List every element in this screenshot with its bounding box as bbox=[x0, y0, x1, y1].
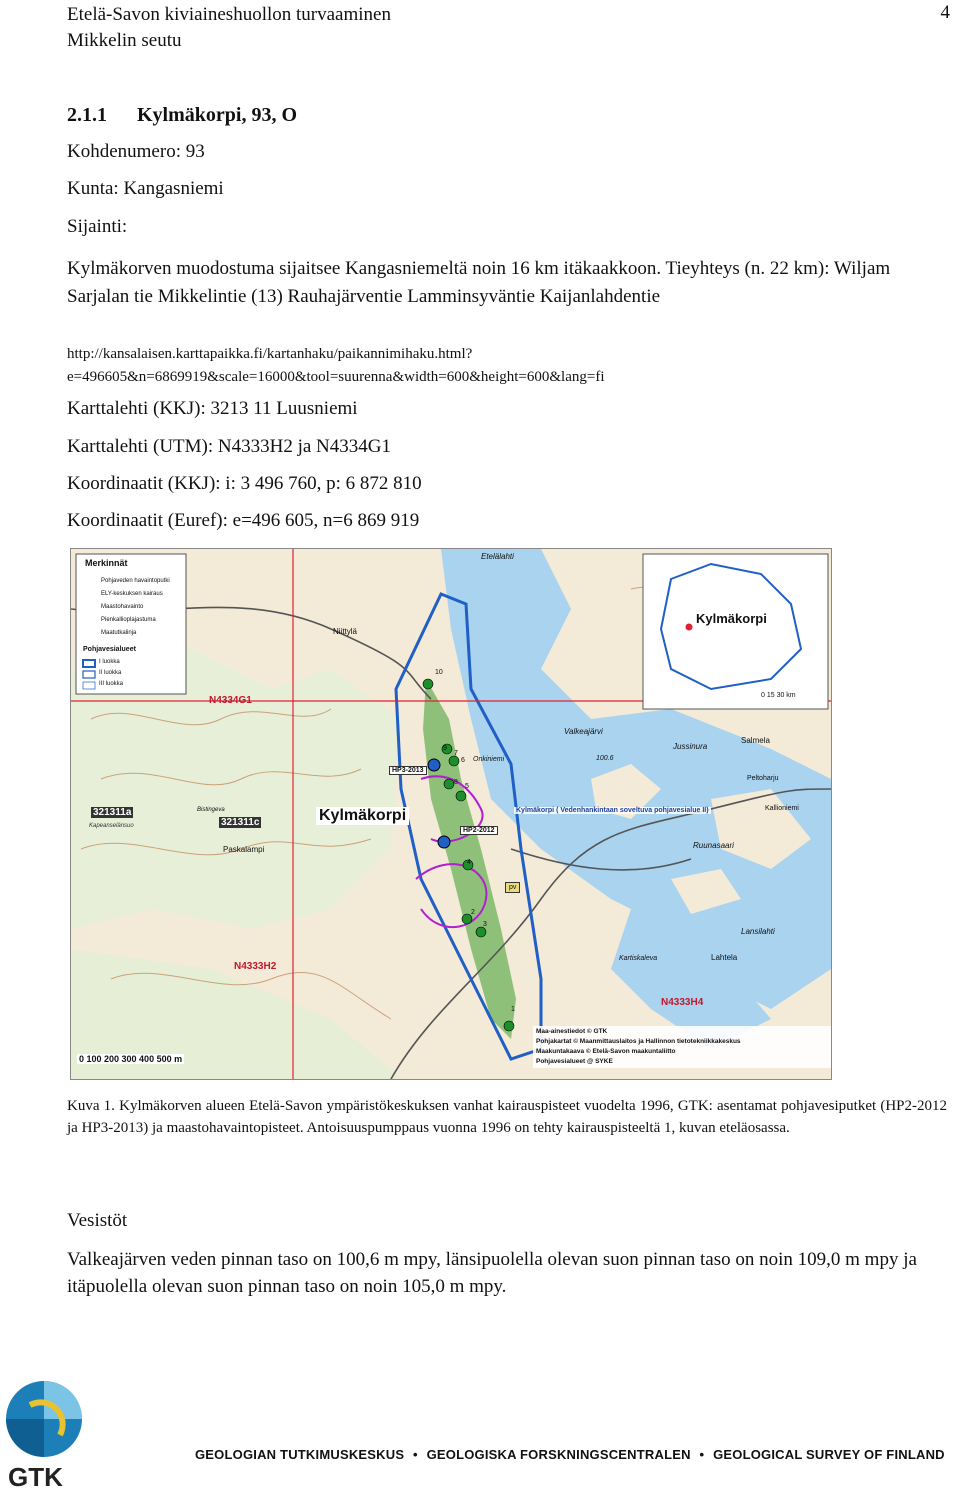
scalebar: 0 100 200 300 400 500 m bbox=[79, 1054, 183, 1064]
sheet-label: N4333H4 bbox=[661, 997, 704, 1008]
place-label: Valkeajärvi bbox=[564, 727, 603, 736]
legend-item: Maastohavainto bbox=[101, 604, 144, 610]
section-number: 2.1.1 bbox=[67, 104, 107, 126]
org-en: GEOLOGICAL SURVEY OF FINLAND bbox=[713, 1447, 945, 1462]
hp-label: HP2-2012 bbox=[460, 826, 498, 835]
place-label: Kapeanselänsuo bbox=[89, 823, 134, 829]
kunta: Kunta: Kangasniemi bbox=[67, 178, 224, 199]
place-label: Lahtela bbox=[711, 953, 738, 962]
point-number: 2 bbox=[471, 909, 475, 916]
header-title-line1: Etelä-Savon kiviaineshuollon turvaaminen bbox=[67, 4, 391, 25]
koordinaatit-euref: Koordinaatit (Euref): e=496 605, n=6 869 919 bbox=[67, 510, 420, 531]
place-label: Paskalampi bbox=[223, 845, 265, 854]
legend-item: Pohjaveden havaintoputki bbox=[101, 578, 170, 584]
place-label: Salmela bbox=[741, 736, 770, 745]
place-label: Ruunasaari bbox=[693, 841, 734, 850]
point-number: 3 bbox=[483, 921, 487, 928]
vesistot-text: Valkeajärven veden pinnan taso on 100,6 m mpy, länsipuolella olevan suon pinnan taso on noin 109,0 m mpy ja itäpuolella olevan suon pinnan taso on noin 105,0 m mpy. bbox=[67, 1249, 917, 1297]
org-fi: GEOLOGIAN TUTKIMUSKESKUS bbox=[195, 1447, 405, 1462]
org-sv: GEOLOGISKA FORSKNINGSCENTRALEN bbox=[426, 1447, 691, 1462]
credit-line: Pohjakartat © Maanmittauslaitos ja Hallinnon tietotekniikkakeskus bbox=[536, 1038, 741, 1045]
point-number: 6 bbox=[461, 757, 465, 764]
point-number: 5 bbox=[465, 783, 469, 790]
point-number: 7 bbox=[454, 750, 458, 757]
place-label: Etelälahti bbox=[481, 552, 514, 561]
kohdenumero: Kohdenumero: 93 bbox=[67, 141, 205, 162]
sijainti: Sijainti: bbox=[67, 216, 128, 237]
koordinaatit-kkj: Koordinaatit (KKJ): i: 3 496 760, p: 6 872 810 bbox=[67, 473, 422, 494]
map-main-label: Kylmäkorpi bbox=[316, 807, 409, 825]
page-number: 4 bbox=[940, 2, 950, 23]
place-label: Bistingeva bbox=[197, 807, 225, 813]
point-number: 10 bbox=[435, 669, 443, 676]
point-number: 4 bbox=[467, 859, 471, 866]
place-label: Lansilahti bbox=[741, 927, 775, 936]
legend-items bbox=[101, 575, 170, 640]
sheet-label: N4333H2 bbox=[234, 961, 277, 972]
sheet-label: 321311a bbox=[93, 807, 132, 818]
sheet-label: 321311c bbox=[221, 817, 260, 828]
location-description: Kylmäkorven muodostuma sijaitsee Kangasniemeltä noin 16 km itäkaakkoon. Tieyhteys (n. 22 km): Wiljam Sarjalan tie Mikkelintie (13) Rauhajärventie Lamminsyväntie Kaijanlahdentie bbox=[67, 258, 891, 307]
legend-subtitle: Pohjavesialueet bbox=[83, 646, 136, 653]
site-map bbox=[70, 548, 832, 1080]
groundwater-area-label: Kylmäkorpi ( Vedenhankintaan soveltuva pohjavesialue II) bbox=[516, 807, 709, 814]
legend-item: Maatutkalinja bbox=[101, 630, 137, 636]
legend-title: Merkinnät bbox=[85, 558, 128, 568]
vesistot-heading: Vesistöt bbox=[67, 1210, 128, 1231]
legend-classes bbox=[99, 657, 123, 690]
section-heading bbox=[67, 104, 297, 127]
place-label: Onkiniemi bbox=[473, 756, 505, 763]
legend-class: III luokka bbox=[99, 681, 124, 687]
header-title-line2: Mikkelin seutu bbox=[67, 30, 182, 51]
map-credits bbox=[533, 1026, 832, 1068]
footer-organisations bbox=[195, 1447, 945, 1462]
place-label: Peltoharju bbox=[747, 775, 779, 782]
credit-line: Pohjavesialueet @ SYKE bbox=[536, 1058, 613, 1065]
map-url: http://kansalaisen.karttapaikka.fi/kartanhaku/paikannimihaku.html?e=496605&n=6869919&scale=16000&tool=suurenna&width=600&height=600&lang=fi bbox=[67, 346, 605, 385]
inset-scale: 0 15 30 km bbox=[761, 692, 796, 699]
hp-label: pv bbox=[505, 882, 520, 893]
credit-line: Maakuntakaava © Etelä-Savon maakuntaliitto bbox=[536, 1048, 676, 1055]
legend-item: Pienkallioplajastuma bbox=[101, 617, 156, 623]
running-header bbox=[67, 2, 391, 54]
credit-line: Maa-ainestiedot © GTK bbox=[536, 1028, 608, 1035]
karttalehti-utm: Karttalehti (UTM): N4333H2 ja N4334G1 bbox=[67, 436, 391, 457]
inset-label: Kylmäkorpi bbox=[696, 611, 767, 626]
point-number: 8 bbox=[454, 779, 458, 786]
legend-class: I luokka bbox=[99, 659, 120, 665]
point-number: 9 bbox=[443, 745, 447, 752]
point-number: 1 bbox=[511, 1006, 515, 1013]
legend-class: II luokka bbox=[99, 670, 122, 676]
place-label: 100.6 bbox=[596, 755, 614, 762]
separator-dot: • bbox=[413, 1447, 418, 1462]
figure-caption: Kuva 1. Kylmäkorven alueen Etelä-Savon ympäristökeskuksen vanhat kairauspisteet vuodelta 1996, GTK: asentamat pohjavesiputket (HP2-2012 ja HP3-2013) ja maastohavaintopisteet. Antoisuuspumppaus vuonna 1996 on tehty kairauspisteeltä 1, kuvan eteläosassa. bbox=[67, 1098, 947, 1136]
place-label: Kartiskaleva bbox=[619, 955, 658, 962]
sheet-label: N4334G1 bbox=[209, 695, 252, 706]
hp-label: HP3-2013 bbox=[389, 766, 427, 775]
karttalehti-kkj: Karttalehti (KKJ): 3213 11 Luusniemi bbox=[67, 398, 358, 419]
section-title: Kylmäkorpi, 93, O bbox=[137, 104, 298, 126]
logo-text: GTK bbox=[8, 1462, 63, 1492]
separator-dot: • bbox=[699, 1447, 705, 1462]
legend-item: ELY-keskuksen kairaus bbox=[101, 591, 163, 597]
place-label: Jussinura bbox=[673, 742, 708, 751]
place-label: Niittylä bbox=[333, 627, 358, 636]
place-label: Kallioniemi bbox=[765, 805, 799, 812]
